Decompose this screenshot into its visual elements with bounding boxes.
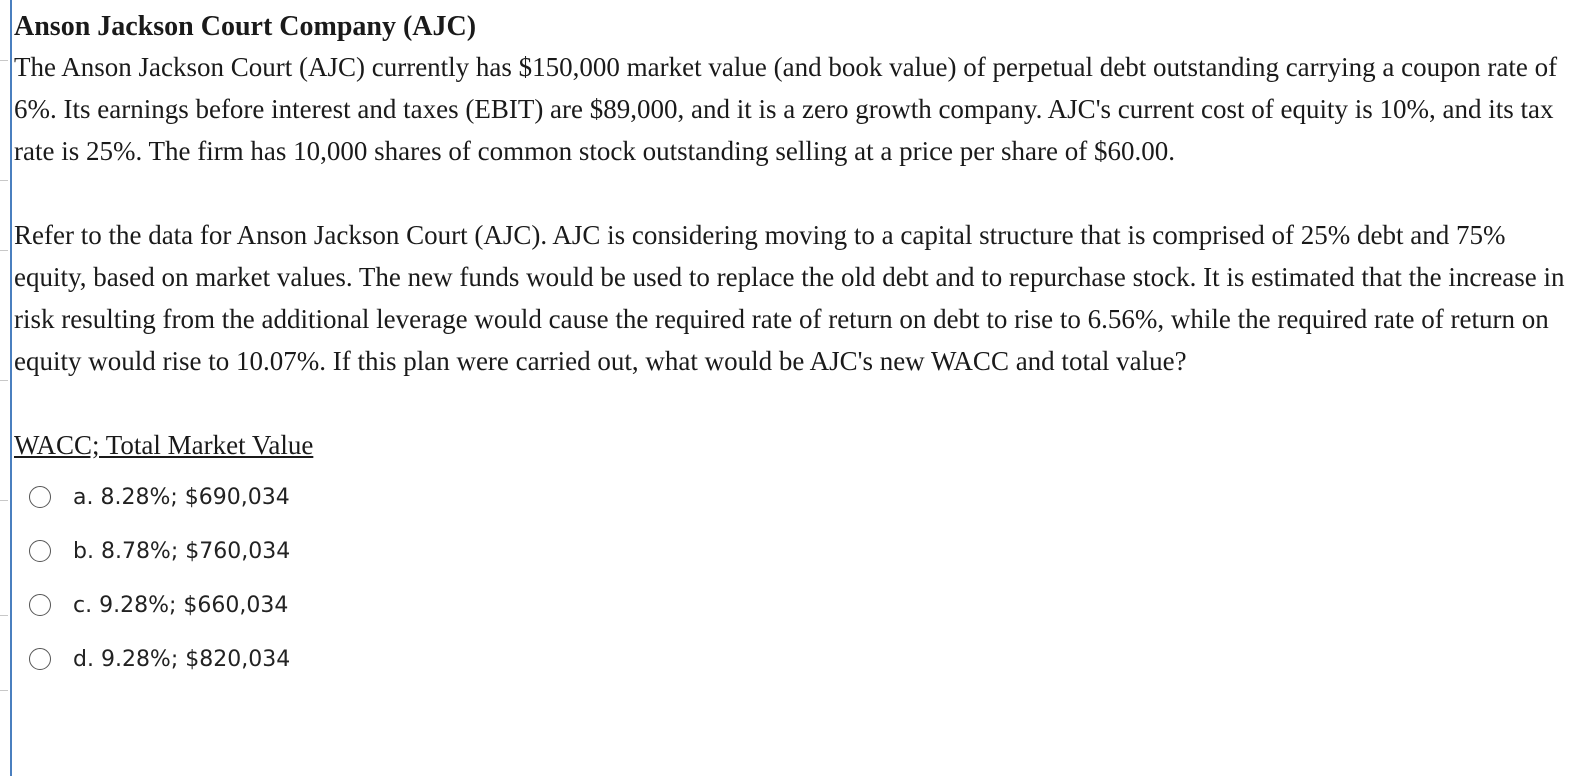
answer-options (14, 470, 1570, 686)
margin-tick (0, 380, 8, 381)
case-description: The Anson Jackson Court (AJC) currently has $150,000 market value (and book value) of perpetual debt outstanding carrying a coupon rate of 6%. Its earnings before interest and taxes (EBIT) are $89,000, and it is a zero growth company. AJC's current cost of equity is 10%, and its tax rate is 25%. The firm has 10,000 shares of common stock outstanding selling at a price per share of $60.00. (14, 52, 1558, 166)
option-label: b. 8.78%; $760,034 (73, 538, 291, 564)
option-c[interactable] (14, 578, 1570, 632)
radio-button-icon[interactable] (29, 540, 51, 562)
option-a[interactable] (14, 470, 1570, 524)
question-container (14, 8, 1570, 686)
radio-button-icon[interactable] (29, 648, 51, 670)
margin-tick (0, 60, 8, 61)
question-prompt: Refer to the data for Anson Jackson Court (AJC). AJC is considering moving to a capital structure that is comprised of 25% debt and 75% equity, based on market values. The new funds would be used to replace the old debt and to repurchase stock. It is estimated that the increase in risk resulting from the additional leverage would cause the required rate of return on debt to rise to 6.56%, while the required rate of return on equity would rise to 10.07%. If this plan were carried out, what would be AJC's new WACC and total value? (14, 220, 1565, 376)
answer-column-header: WACC; Total Market Value (14, 430, 314, 460)
case-title: Anson Jackson Court Company (AJC) (14, 11, 477, 42)
option-label: c. 9.28%; $660,034 (73, 592, 289, 618)
margin-tick (0, 250, 8, 251)
margin-tick (0, 615, 8, 616)
radio-button-icon[interactable] (29, 486, 51, 508)
left-border-rule (10, 0, 12, 776)
option-label: d. 9.28%; $820,034 (73, 646, 291, 672)
option-b[interactable] (14, 524, 1570, 578)
margin-tick (0, 180, 8, 181)
option-label: a. 8.28%; $690,034 (73, 484, 290, 510)
option-d[interactable] (14, 632, 1570, 686)
margin-tick (0, 690, 8, 691)
radio-button-icon[interactable] (29, 594, 51, 616)
margin-tick (0, 500, 8, 501)
